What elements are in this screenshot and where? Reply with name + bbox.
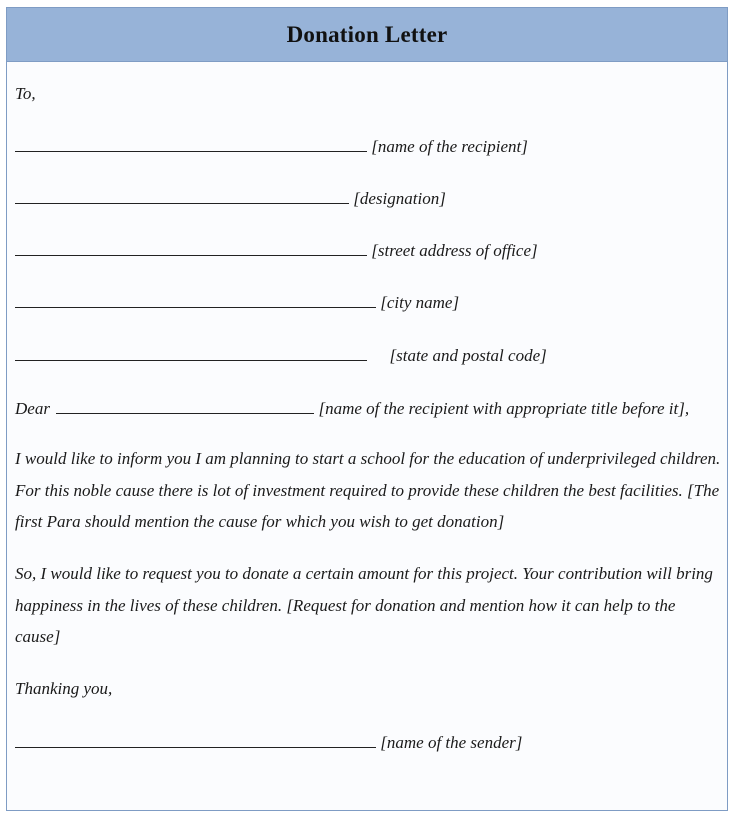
letter-title: Donation Letter xyxy=(286,21,448,47)
designation-placeholder: [designation] xyxy=(353,189,446,208)
to-label: To, xyxy=(15,84,36,103)
state-postal-line xyxy=(15,344,547,367)
state-postal-placeholder: [state and postal code] xyxy=(389,346,547,365)
salutation-line xyxy=(15,397,689,420)
city-line xyxy=(15,291,459,314)
street-address-blank[interactable] xyxy=(15,239,367,256)
street-address-placeholder: [street address of office] xyxy=(371,241,538,260)
sender-placeholder: [name of the sender] xyxy=(380,733,523,752)
sender-blank[interactable] xyxy=(15,731,376,748)
recipient-name-line xyxy=(15,135,528,158)
city-placeholder: [city name] xyxy=(380,293,460,312)
body-paragraph-2: So, I would like to request you to donate a certain amount for this project. Your contribution will bring happiness in the lives of these children. [Request for donation and mention how it can help to the cause] xyxy=(15,564,713,646)
salutation-placeholder: [name of the recipient with appropriate title before it], xyxy=(318,399,690,418)
designation-blank[interactable] xyxy=(15,187,349,204)
designation-line xyxy=(15,187,446,210)
street-address-line xyxy=(15,239,538,262)
letter-header xyxy=(7,8,727,62)
state-postal-blank[interactable] xyxy=(15,344,367,361)
closing-text: Thanking you, xyxy=(15,679,113,698)
salutation-blank[interactable] xyxy=(56,397,314,414)
letter-frame xyxy=(6,7,728,811)
recipient-name-placeholder: [name of the recipient] xyxy=(371,137,528,156)
city-blank[interactable] xyxy=(15,291,376,308)
salutation-label: Dear xyxy=(15,399,50,418)
recipient-name-blank[interactable] xyxy=(15,135,367,152)
sender-line xyxy=(15,731,522,754)
body-paragraph-1: I would like to inform you I am planning to start a school for the education of underprivileged children. For this noble cause there is lot of investment required to provide these children the best facilities. [The first Para should mention the cause for which you wish to get donation] xyxy=(15,449,721,531)
